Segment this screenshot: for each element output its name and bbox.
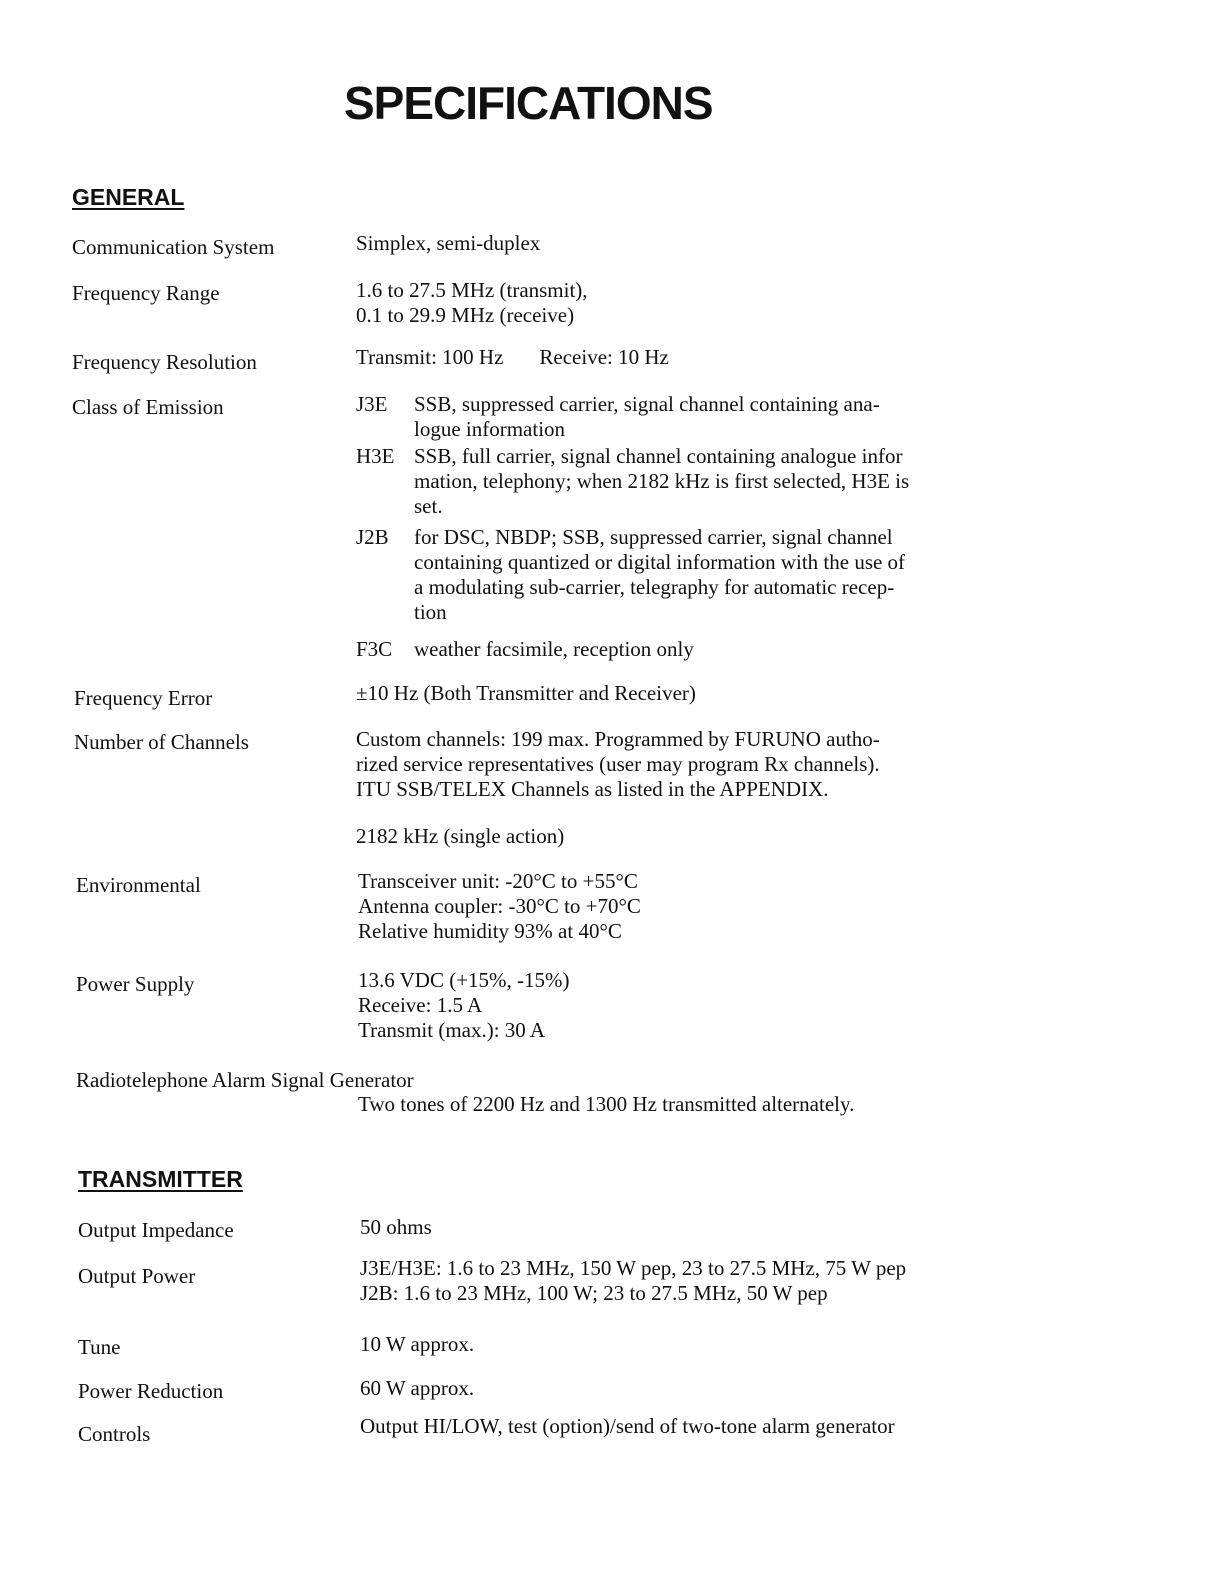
output-power-line: J3E/H3E: 1.6 to 23 MHz, 150 W pep, 23 to 27.5 MHz, 75 W pep xyxy=(360,1256,907,1280)
power-supply-line: Receive: 1.5 A xyxy=(358,993,483,1017)
emission-line: SSB, full carrier, signal channel containing analogue infor xyxy=(414,444,903,468)
environmental-value xyxy=(358,869,641,944)
frequency-resolution-value xyxy=(356,345,669,370)
emission-line: SSB, suppressed carrier, signal channel containing ana- xyxy=(414,392,880,416)
frequency-range-line: 0.1 to 29.9 MHz (receive) xyxy=(356,303,575,327)
emission-code: F3C xyxy=(356,637,393,661)
frequency-error-label: Frequency Error xyxy=(74,686,213,710)
emission-code: J2B xyxy=(356,525,389,549)
emission-line: weather facsimile, reception only xyxy=(414,637,694,661)
controls-label: Controls xyxy=(78,1422,151,1446)
emission-description xyxy=(414,392,1014,442)
frequency-resolution-label: Frequency Resolution xyxy=(72,350,257,374)
environmental-line: Relative humidity 93% at 40°C xyxy=(358,919,622,943)
environmental-line: Antenna coupler: -30°C to +70°C xyxy=(358,894,641,918)
output-power-label: Output Power xyxy=(78,1264,196,1288)
power-supply-line: 13.6 VDC (+15%, -15%) xyxy=(358,968,570,992)
environmental-label: Environmental xyxy=(76,873,201,897)
alarm-generator-value: Two tones of 2200 Hz and 1300 Hz transmitted alternately. xyxy=(358,1092,855,1116)
emission-description xyxy=(414,525,1014,625)
emission-code: J3E xyxy=(356,392,388,416)
controls-value: Output HI/LOW, test (option)/send of two-tone alarm generator xyxy=(360,1414,895,1438)
emission-line: logue information xyxy=(414,417,566,441)
channels-line: ITU SSB/TELEX Channels as listed in the APPENDIX. xyxy=(356,777,829,801)
output-power-value xyxy=(360,1256,906,1306)
class-of-emission-label: Class of Emission xyxy=(72,395,224,419)
tune-label: Tune xyxy=(78,1335,121,1359)
alarm-generator-label: Radiotelephone Alarm Signal Generator xyxy=(76,1068,414,1092)
emission-description xyxy=(414,444,1014,519)
emission-code: H3E xyxy=(356,444,395,468)
frequency-range-value xyxy=(356,278,588,328)
emission-line: set. xyxy=(414,494,443,518)
emission-description xyxy=(414,637,1014,662)
output-power-line: J2B: 1.6 to 23 MHz, 100 W; 23 to 27.5 MHz, 50 W pep xyxy=(360,1281,828,1305)
communication-system-value: Simplex, semi-duplex xyxy=(356,231,541,255)
power-reduction-label: Power Reduction xyxy=(78,1379,224,1403)
emission-line: containing quantized or digital information with the use of xyxy=(414,550,906,574)
power-supply-value xyxy=(358,968,570,1043)
resolution-transmit: Transmit: 100 Hz xyxy=(356,345,504,369)
general-heading: GENERAL xyxy=(72,184,185,210)
output-impedance-value: 50 ohms xyxy=(360,1215,432,1239)
tune-value: 10 W approx. xyxy=(360,1332,475,1356)
number-of-channels-value xyxy=(356,727,880,802)
frequency-range-line: 1.6 to 27.5 MHz (transmit), xyxy=(356,278,588,302)
frequency-error-value: ±10 Hz (Both Transmitter and Receiver) xyxy=(356,681,696,705)
emission-line: a modulating sub-carrier, telegraphy for automatic recep- xyxy=(414,575,895,599)
frequency-range-label: Frequency Range xyxy=(72,281,220,305)
transmitter-heading: TRANSMITTER xyxy=(78,1166,243,1192)
power-reduction-value: 60 W approx. xyxy=(360,1376,475,1400)
channels-single-action: 2182 kHz (single action) xyxy=(356,824,565,848)
emission-line: mation, telephony; when 2182 kHz is first selected, H3E is xyxy=(414,469,910,493)
resolution-receive: Receive: 10 Hz xyxy=(539,345,669,369)
emission-line: tion xyxy=(414,600,447,624)
emission-line: for DSC, NBDP; SSB, suppressed carrier, signal channel xyxy=(414,525,893,549)
output-impedance-label: Output Impedance xyxy=(78,1218,234,1242)
channels-line: rized service representatives (user may program Rx channels). xyxy=(356,752,880,776)
communication-system-label: Communication System xyxy=(72,235,275,259)
environmental-line: Transceiver unit: -20°C to +55°C xyxy=(358,869,638,893)
page-title: SPECIFICATIONS xyxy=(344,77,713,129)
channels-line: Custom channels: 199 max. Programmed by FURUNO autho- xyxy=(356,727,880,751)
power-supply-line: Transmit (max.): 30 A xyxy=(358,1018,546,1042)
power-supply-label: Power Supply xyxy=(76,972,195,996)
number-of-channels-label: Number of Channels xyxy=(74,730,249,754)
